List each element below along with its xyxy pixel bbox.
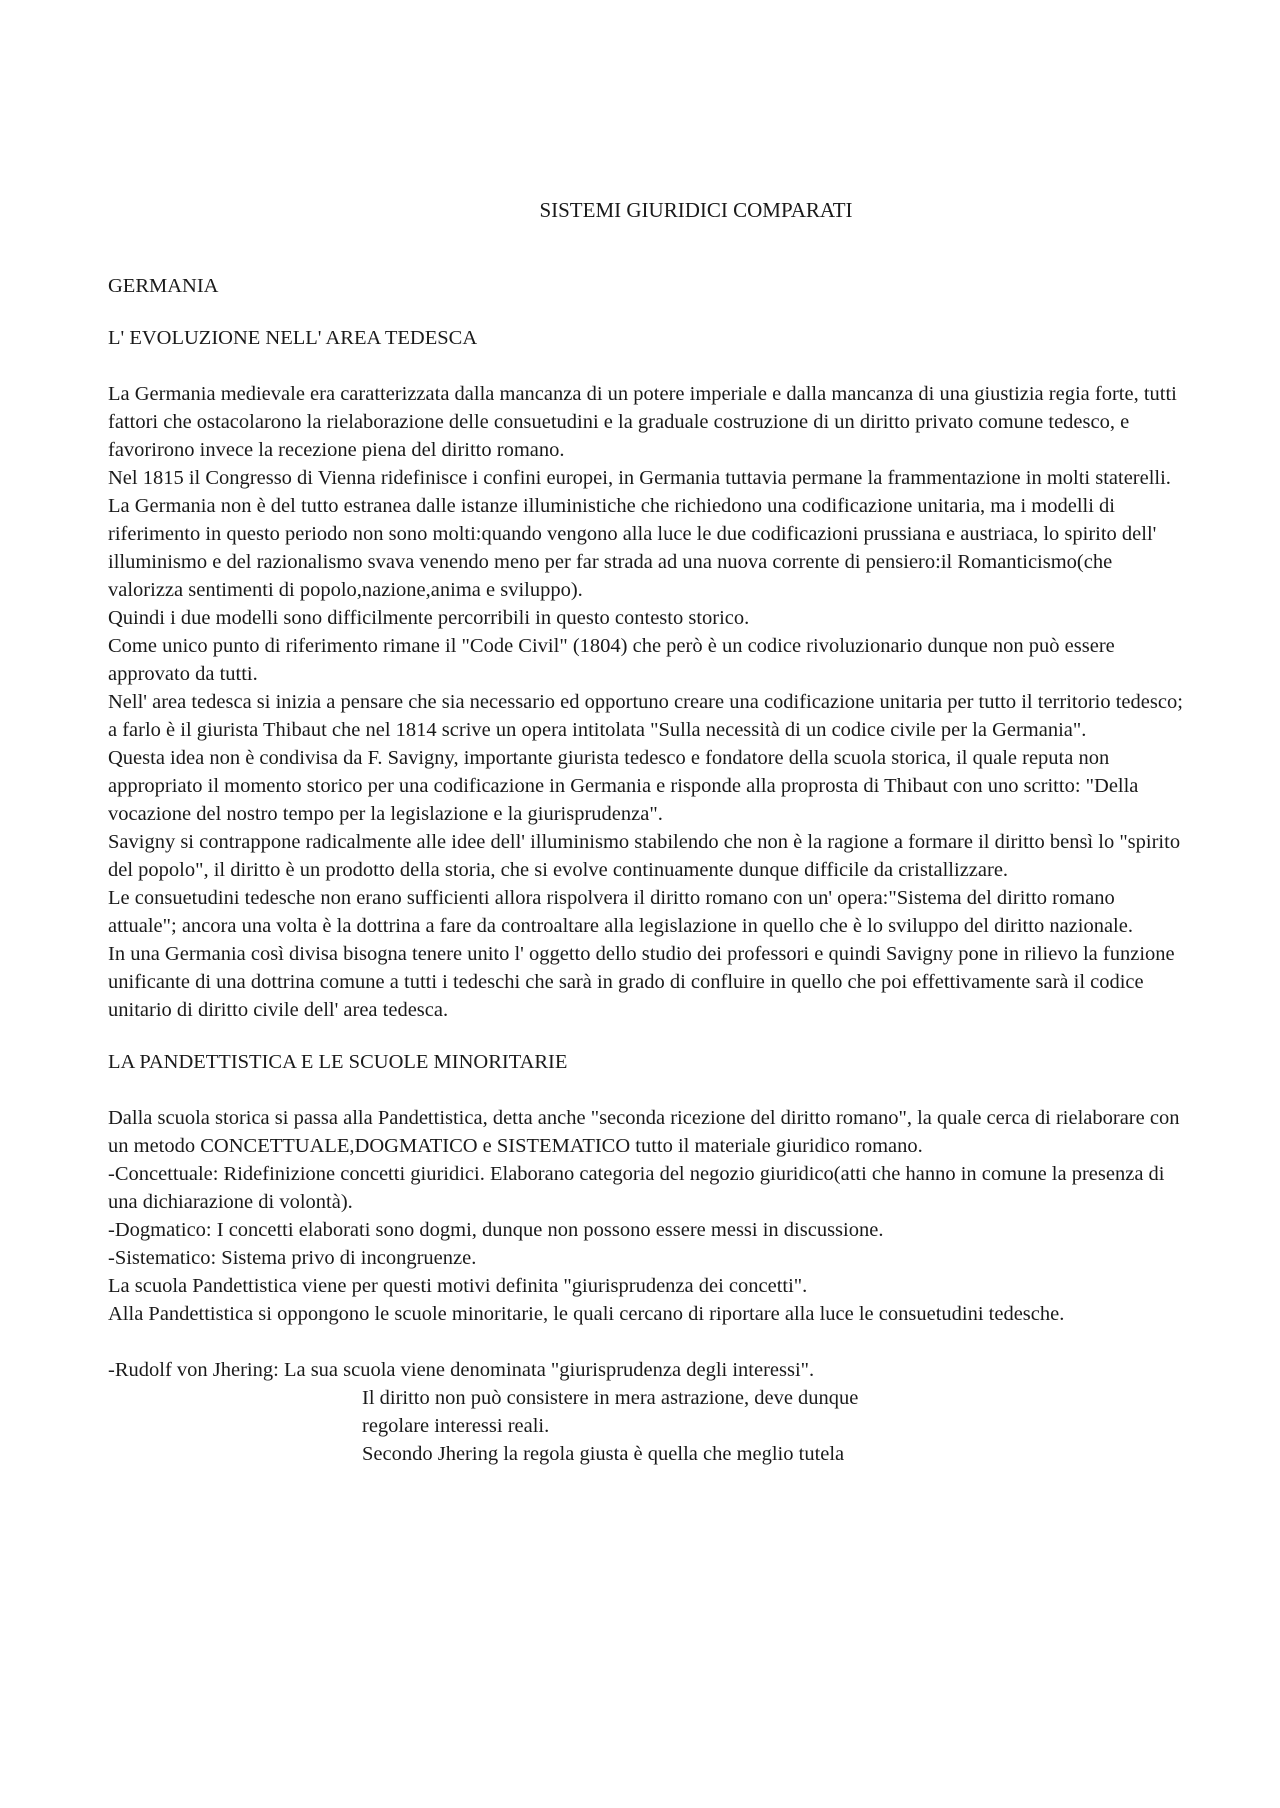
paragraph: Nell' area tedesca si inizia a pensare che sia necessario ed opportuno creare una codificazione unitaria per tutto il territorio tedesco; a farlo è il giurista Thibaut che nel 1814 scrive un opera intitolata "Sulla necessità di un codice civile per la Germania". bbox=[108, 691, 1183, 741]
indented-line: regolare interessi reali. bbox=[362, 1415, 550, 1437]
paragraph: Nel 1815 il Congresso di Vienna ridefinisce i confini europei, in Germania tuttavia permane la frammentazione in molti staterelli. bbox=[108, 467, 1171, 489]
body-block-pandettistica bbox=[108, 1104, 1188, 1328]
indented-line: Secondo Jhering la regola giusta è quella che meglio tutela bbox=[362, 1443, 845, 1465]
paragraph: Le consuetudini tedesche non erano sufficienti allora rispolvera il diritto romano con un' opera:"Sistema del diritto romano attuale"; ancora una volta è la dottrina a fare da controaltare alla legislazione in quello che è lo sviluppo del diritto nazionale. bbox=[108, 887, 1133, 937]
subheading-evoluzione: L' EVOLUZIONE NELL' AREA TEDESCA bbox=[108, 327, 478, 349]
paragraph: -Dogmatico: I concetti elaborati sono dogmi, dunque non possono essere messi in discussione. bbox=[108, 1219, 884, 1241]
paragraph: In una Germania così divisa bisogna tenere unito l' oggetto dello studio dei professori e quindi Savigny pone in rilievo la funzione unificante di una dottrina comune a tutti i tedeschi che sarà in grado di confluire in quello che poi effettivamente sarà il codice unitario di diritto civile dell' area tedesca. bbox=[108, 943, 1175, 1021]
paragraph: La scuola Pandettistica viene per questi motivi definita "giurisprudenza dei concetti". bbox=[108, 1275, 808, 1297]
paragraph: Quindi i due modelli sono difficilmente percorribili in questo contesto storico. bbox=[108, 607, 750, 629]
paragraph: Come unico punto di riferimento rimane il "Code Civil" (1804) che però è un codice rivoluzionario dunque non può essere approvato da tutti. bbox=[108, 635, 1115, 685]
paragraph: -Sistematico: Sistema privo di incongruenze. bbox=[108, 1247, 477, 1269]
body-block-evoluzione bbox=[108, 380, 1188, 1024]
paragraph: -Concettuale: Ridefinizione concetti giuridici. Elaborano categoria del negozio giuridico(atti che hanno in comune la presenza di una dichiarazione di volontà). bbox=[108, 1163, 1165, 1213]
paragraph: La Germania medievale era caratterizzata dalla mancanza di un potere imperiale e dalla mancanza di una giustizia regia forte, tutti fattori che ostacolarono la rielaborazione delle consuetudini e la graduale costruzione di un diritto privato comune tedesco, e favorirono invece la recezione piena del diritto romano. bbox=[108, 383, 1177, 461]
paragraph: La Germania non è del tutto estranea dalle istanze illuministiche che richiedono una codificazione unitaria, ma i modelli di riferimento in questo periodo non sono molti:quando vengono alla luce le due codificazioni prussiana e austriaca, lo spirito dell' illuminismo e del razionalismo svava venendo meno per far strada ad una nuova corrente di pensiero:il Romanticismo(che valorizza sentimenti di popolo,nazione,anima e sviluppo). bbox=[108, 495, 1157, 601]
paragraph-jhering: -Rudolf von Jhering: La sua scuola viene denominata "giurisprudenza degli interessi". bbox=[108, 1359, 815, 1381]
paragraph: Savigny si contrappone radicalmente alle idee dell' illuminismo stabilendo che non è la ragione a formare il diritto bensì lo "spirito del popolo", il diritto è un prodotto della storia, che si evolve continuamente dunque difficile da cristallizzare. bbox=[108, 831, 1181, 881]
subheading-pandettistica: LA PANDETTISTICA E LE SCUOLE MINORITARIE bbox=[108, 1051, 568, 1073]
paragraph: Dalla scuola storica si passa alla Pandettistica, detta anche "seconda ricezione del diritto romano", la quale cerca di rielaborare con un metodo CONCETTUALE,DOGMATICO e SISTEMATICO tutto il materiale giuridico romano. bbox=[108, 1107, 1180, 1157]
body-block-jhering bbox=[108, 1356, 1188, 1468]
section-heading-germania: GERMANIA bbox=[108, 275, 219, 297]
document-page bbox=[108, 196, 1188, 1468]
paragraph: Alla Pandettistica si oppongono le scuole minoritarie, le quali cercano di riportare alla luce le consuetudini tedesche. bbox=[108, 1303, 1065, 1325]
paragraph: Questa idea non è condivisa da F. Savigny, importante giurista tedesco e fondatore della scuola storica, il quale reputa non appropriato il momento storico per una codificazione in Germania e risponde alla proprosta di Thibaut con uno scritto: "Della vocazione del nostro tempo per la legislazione e la giurisprudenza". bbox=[108, 747, 1139, 825]
indented-line: Il diritto non può consistere in mera astrazione, deve dunque bbox=[362, 1387, 859, 1409]
document-title: SISTEMI GIURIDICI COMPARATI bbox=[539, 198, 853, 222]
